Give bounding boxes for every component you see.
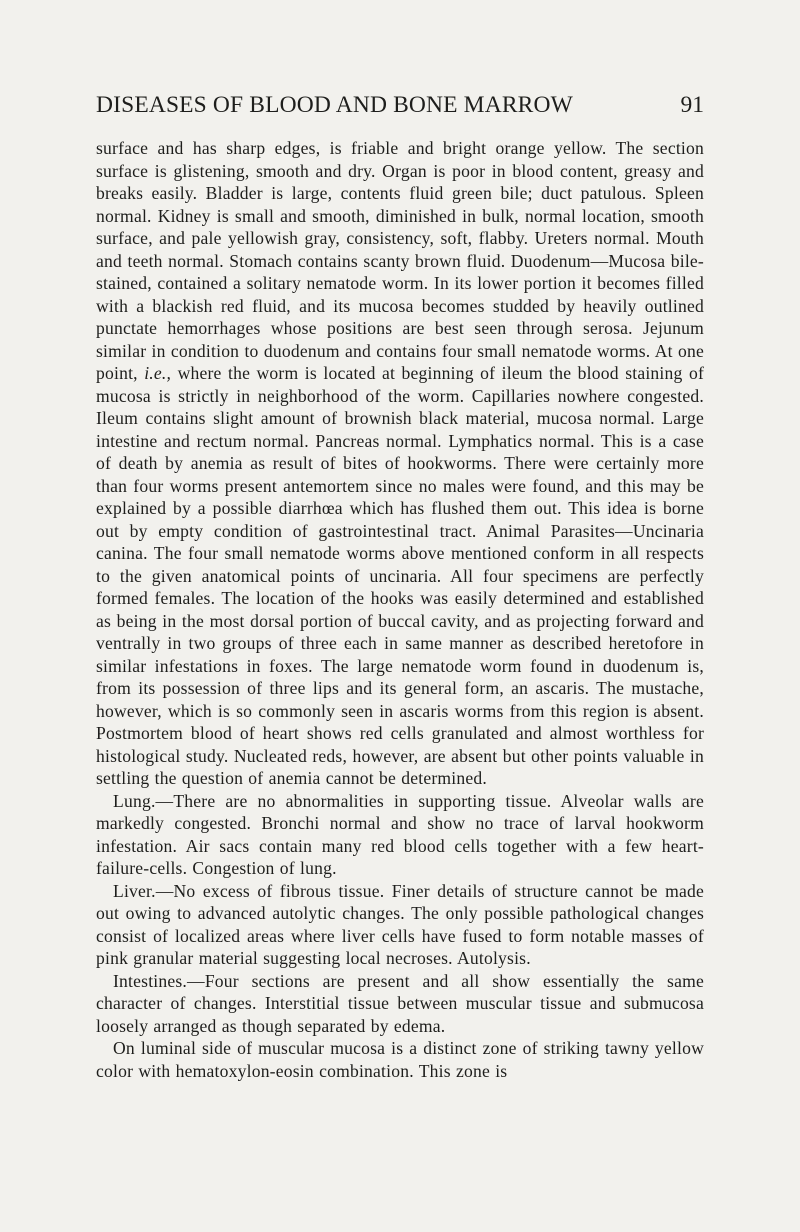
paragraph-lung: Lung.—There are no abnormalities in supporting tissue. Alveolar walls are markedly congested. Bronchi normal and show no trace of larval hookworm infestation. Air sacs contain many red blood cells together with a few heart-failure-cells. Congestion of lung. xyxy=(96,790,704,878)
text-run: surface and has sharp edges, is friable and bright orange yellow. The section surface is glistening, smooth and dry. Organ is poor in blood content, greasy and breaks easily. Bladder is large, contents fluid green bile; duct patulous. Spleen normal. Kidney is small and smooth, diminished in bulk, normal location, smooth surface, and pale yellowish gray, consistency, soft, flabby. Ureters normal. Mouth and teeth normal. Stomach contains scanty brown fluid. Duodenum—Mucosa bile-stained, contained a solitary nematode worm. In its lower portion it becomes filled with a blackish red fluid, and its mucosa becomes studded by heavily outlined punctate hemorrhages whose positions are best seen through serosa. Jejunum similar in condition to duodenum and contains four small nematode worms. At one point, xyxy=(96,138,704,383)
running-title: DISEASES OF BLOOD AND BONE MARROW xyxy=(96,92,573,118)
paragraph-autopsy-findings xyxy=(96,137,704,790)
book-page xyxy=(96,92,704,1082)
text-run: where the worm is located at beginning of ileum the blood staining of mucosa is strictly in neighborhood of the worm. Capillaries nowhere congested. Ileum contains slight amount of brownish black material, mucosa normal. Large intestine and rectum normal. Pancreas normal. Lymphatics normal. This is a case of death by anemia as result of bites of hookworms. There were certainly more than four worms present antemortem since no males were found, and this may be explained by a possible diarrhœa which has flushed them out. This idea is borne out by empty condition of gastrointestinal tract. Animal Parasites—Uncinaria canina. The four small nematode worms above mentioned conform in all respects to the given anatomical points of uncinaria. All four specimens are perfectly formed females. The location of the hooks was easily determined and established as being in the most dorsal portion of buccal cavity, and as projecting forward and ventrally in two groups of three each in same manner as described heretofore in similar infestations in foxes. The large nematode worm found in duodenum is, from its possession of three lips and its general form, an ascaris. The mustache, however, which is so commonly seen in ascaris worms from this region is absent. Postmortem blood of heart shows red cells granulated and almost worthless for histological study. Nucleated reds, however, are absent but other points valuable in settling the question of anemia cannot be determined. xyxy=(96,363,704,788)
page-number: 91 xyxy=(680,92,704,118)
italic-abbreviation: i.e., xyxy=(144,363,172,383)
paragraph-luminal-side: On luminal side of muscular mucosa is a distinct zone of striking tawny yellow color with hematoxylon-eosin combination. This zone is xyxy=(96,1038,704,1081)
paragraph-liver: Liver.—No excess of fibrous tissue. Finer details of structure cannot be made out owing to advanced autolytic changes. The only possible pathological changes consist of localized areas where liver cells have fused to form notable masses of pink granular material suggesting local necroses. Autolysis. xyxy=(96,880,704,968)
running-head xyxy=(96,92,704,128)
paragraph-intestines: Intestines.—Four sections are present and all show essentially the same character of changes. Interstitial tissue between muscular tissue and submucosa loosely arranged as though separated by edema. xyxy=(96,970,704,1036)
body-text xyxy=(96,137,704,1082)
